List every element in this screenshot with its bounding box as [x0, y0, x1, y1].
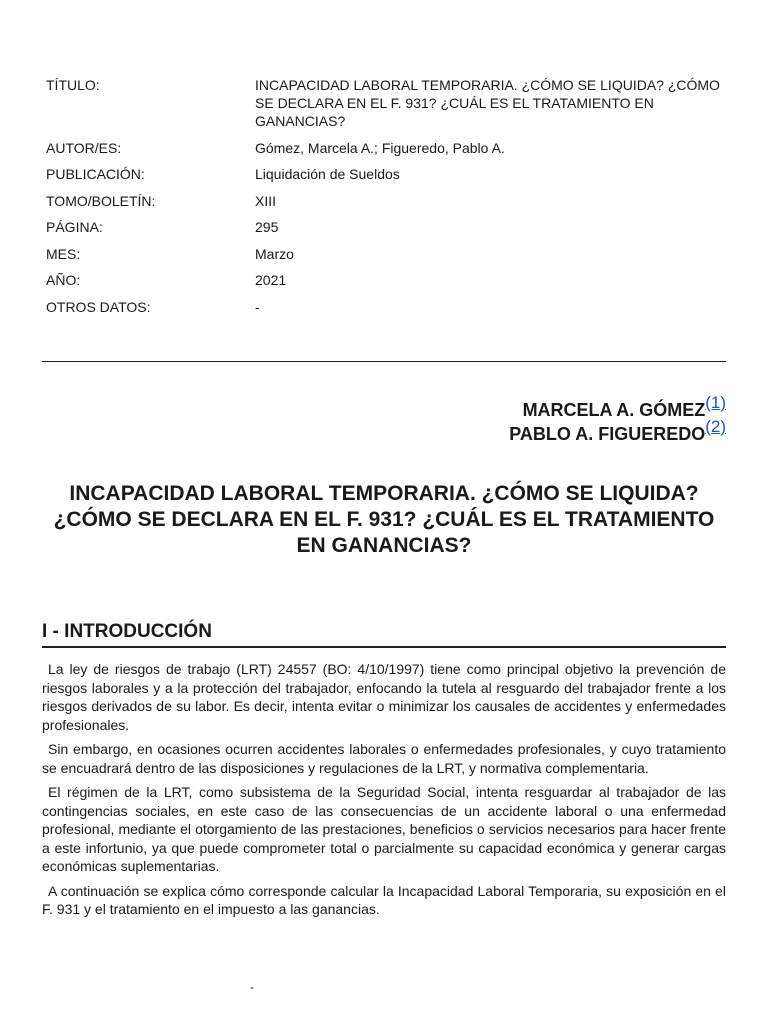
page-footer-mark: - [250, 980, 254, 994]
section-body [42, 660, 726, 925]
metadata-label: AÑO: [46, 272, 81, 288]
metadata-label: PUBLICACIÓN: [46, 166, 145, 182]
paragraph: El régimen de la LRT, como subsistema de la Seguridad Social, intenta resguardar al trabajador de las contingencias sociales, en este caso de las consecuencias de un accidente laboral o una enfermedad profesional, mediante el otorgamiento de las prestaciones, beneficios o servicios necesarios para hacer frente a este infortunio, ya que puede comprometer total o parcialmente su capacidad económica y generar cargas económicas suplementarias. [42, 784, 726, 874]
metadata-row-publication [46, 165, 726, 183]
horizontal-divider [42, 361, 726, 362]
metadata-label: MES: [46, 245, 81, 262]
section-heading: I - INTRODUCCIÓN [42, 620, 726, 648]
metadata-row-volume [46, 192, 726, 210]
metadata-value: Liquidación de Sueldos [255, 166, 400, 182]
metadata-row-other [46, 298, 726, 316]
metadata-label: TÍTULO: [46, 77, 100, 93]
author-name: PABLO A. FIGUEREDO [509, 424, 706, 444]
paragraph: Sin embargo, en ocasiones ocurren accidentes laborales o enfermedades profesionales, y cuyo tratamiento se encuadrará dentro de las disposiciones y regulaciones de la LRT, y normativa complementaria. [42, 741, 726, 776]
paragraph: A continuación se explica cómo corresponde calcular la Incapacidad Laboral Temporaria, su exposición en el F. 931 y el tratamiento en el impuesto a las ganancias. [42, 882, 726, 917]
article-title: INCAPACIDAD LABORAL TEMPORARIA. ¿CÓMO SE LIQUIDA? ¿CÓMO SE DECLARA EN EL F. 931? ¿CUÁL ES EL TRATAMIENTO EN GANANCIAS? [53, 482, 715, 557]
author-line [509, 417, 726, 446]
author-block [509, 393, 726, 446]
metadata-row-page [46, 218, 726, 236]
metadata-table [46, 76, 726, 324]
metadata-row-title [46, 76, 726, 130]
author-name: MARCELA A. GÓMEZ [522, 400, 706, 420]
author-line [509, 393, 726, 422]
metadata-label: PÁGINA: [46, 219, 103, 235]
footnote-link[interactable]: (1) [705, 393, 726, 412]
metadata-label: OTROS DATOS: [46, 298, 151, 315]
metadata-row-year [46, 271, 726, 289]
paragraph: La ley de riesgos de trabajo (LRT) 24557 (BO: 4/10/1997) tiene como principal objetivo la prevención de riesgos laborales y a la protección del trabajador, enfocando la tutela al resguardo del trabajador frente a los riesgos derivados de su labor. Es decir, intenta evitar o minimizar los causales de accidentes y enfermedades profesionales. [42, 661, 726, 733]
metadata-value: 295 [255, 219, 279, 235]
metadata-row-authors [46, 139, 726, 157]
metadata-value: XIII [255, 192, 277, 209]
metadata-label: TOMO/BOLETÍN: [46, 192, 156, 209]
metadata-row-month [46, 245, 726, 263]
footnote-link[interactable]: (2) [705, 417, 726, 436]
metadata-value: Marzo [255, 245, 294, 262]
metadata-value: - [255, 298, 260, 315]
metadata-value: INCAPACIDAD LABORAL TEMPORARIA. ¿CÓMO SE LIQUIDA? ¿CÓMO SE DECLARA EN EL F. 931? ¿CUÁL ES EL TRATAMIENTO EN GANANCIAS? [255, 77, 720, 129]
metadata-value: Gómez, Marcela A.; Figueredo, Pablo A. [255, 139, 505, 156]
metadata-value: 2021 [255, 272, 287, 288]
metadata-label: AUTOR/ES: [46, 139, 122, 156]
